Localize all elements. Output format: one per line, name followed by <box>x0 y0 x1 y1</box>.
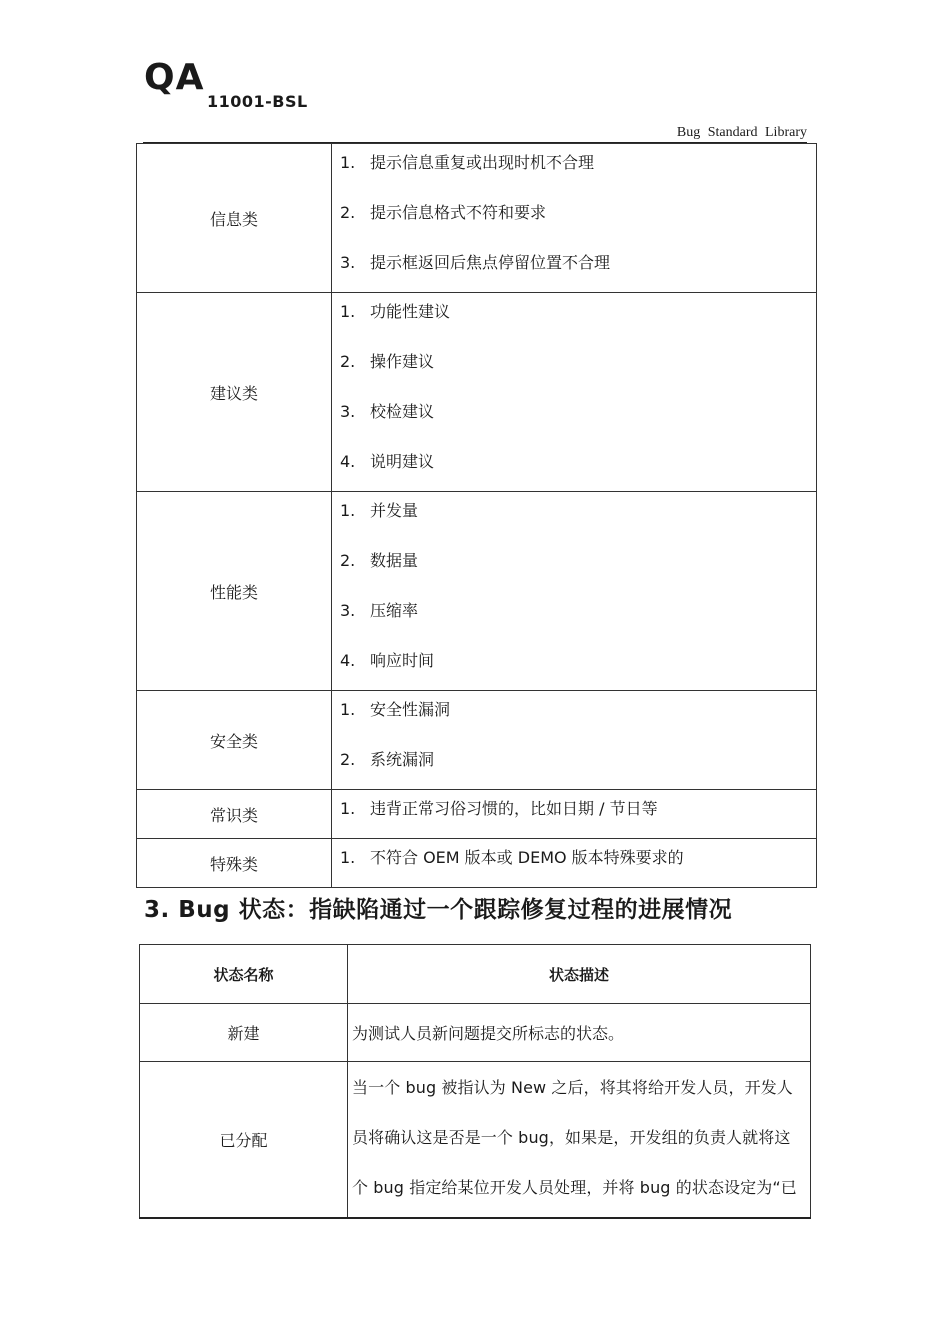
list-item <box>340 685 816 735</box>
section-heading: 3. Bug 状态：指缺陷通过一个跟踪修复过程的进展情况 <box>144 897 733 923</box>
list-item-number: 1. <box>340 700 356 719</box>
category-items <box>332 839 817 888</box>
bug-category-table <box>136 143 817 888</box>
status-desc <box>348 1062 811 1219</box>
doc-library-name: Bug Standard Library <box>676 125 807 140</box>
list-item-text: 压缩率 <box>370 601 419 620</box>
category-name: 特殊类 <box>137 839 332 888</box>
category-name: 信息类 <box>137 144 332 293</box>
list-item-text: 违背正常习俗习惯的，比如日期 / 节日等 <box>370 799 658 818</box>
column-header-status-name: 状态名称 <box>140 945 348 1004</box>
list-item <box>340 536 816 586</box>
table-row <box>137 492 817 691</box>
status-name: 已分配 <box>140 1062 348 1219</box>
table-row <box>140 1004 811 1062</box>
table-row <box>137 144 817 293</box>
list-item <box>340 238 816 288</box>
list-item <box>340 287 816 337</box>
list-item-text: 操作建议 <box>370 352 435 371</box>
list-item <box>340 486 816 536</box>
list-item-number: 2. <box>340 352 356 371</box>
list-item-text: 校检建议 <box>370 402 435 421</box>
category-name: 性能类 <box>137 492 332 691</box>
list-item-number: 3. <box>340 253 356 272</box>
list-item <box>340 636 816 686</box>
category-name: 建议类 <box>137 293 332 492</box>
list-item-text: 并发量 <box>370 501 419 520</box>
list-item-number: 2. <box>340 551 356 570</box>
category-items <box>332 790 817 839</box>
list-item-number: 3. <box>340 402 356 421</box>
category-name: 常识类 <box>137 790 332 839</box>
list-item <box>340 437 816 487</box>
list-item-number: 1. <box>340 848 356 867</box>
list-item <box>340 138 816 188</box>
bug-status-table <box>139 944 811 1219</box>
list-item <box>340 735 816 785</box>
list-item-number: 4. <box>340 651 356 670</box>
list-item <box>340 387 816 437</box>
list-item-number: 1. <box>340 799 356 818</box>
category-items <box>332 144 817 293</box>
list-item <box>340 833 816 883</box>
category-name: 安全类 <box>137 691 332 790</box>
list-item-text: 响应时间 <box>370 651 435 670</box>
category-items <box>332 293 817 492</box>
category-items <box>332 492 817 691</box>
list-item <box>340 784 816 834</box>
list-item-number: 1. <box>340 153 356 172</box>
table-row <box>137 790 817 839</box>
list-item <box>340 586 816 636</box>
table-row <box>137 691 817 790</box>
list-item-number: 2. <box>340 203 356 222</box>
list-item-text: 功能性建议 <box>370 302 451 321</box>
list-item-text: 提示信息重复或出现时机不合理 <box>370 153 595 172</box>
list-item-text: 提示框返回后焦点停留位置不合理 <box>370 253 611 272</box>
list-item-text: 安全性漏洞 <box>370 700 451 719</box>
status-desc-line: 个 bug 指定给某位开发人员处理，并将 bug 的状态设定为“已 <box>352 1178 797 1197</box>
list-item-number: 1. <box>340 501 356 520</box>
doc-title-qa: QA <box>144 57 205 98</box>
list-item-text: 提示信息格式不符和要求 <box>370 203 547 222</box>
list-item <box>340 188 816 238</box>
list-item-text: 系统漏洞 <box>370 750 435 769</box>
table-row <box>140 1062 811 1219</box>
status-desc: 为测试人员新问题提交所标志的状态。 <box>348 1004 811 1062</box>
doc-code: 11001-BSL <box>207 92 308 111</box>
list-item-number: 1. <box>340 302 356 321</box>
table-row <box>137 839 817 888</box>
status-desc-line: 当一个 bug 被指认为 New 之后，将其将给开发人员，开发人 <box>352 1078 793 1097</box>
list-item <box>340 337 816 387</box>
status-name: 新建 <box>140 1004 348 1062</box>
list-item-text: 不符合 OEM 版本或 DEMO 版本特殊要求的 <box>370 848 684 867</box>
column-header-status-desc: 状态描述 <box>348 945 811 1004</box>
list-item-text: 说明建议 <box>370 452 435 471</box>
list-item-number: 4. <box>340 452 356 471</box>
list-item-number: 2. <box>340 750 356 769</box>
list-item-number: 3. <box>340 601 356 620</box>
list-item-text: 数据量 <box>370 551 419 570</box>
status-desc-line: 员将确认这是否是一个 bug，如果是，开发组的负责人就将这 <box>352 1128 791 1147</box>
table-row <box>137 293 817 492</box>
category-items <box>332 691 817 790</box>
